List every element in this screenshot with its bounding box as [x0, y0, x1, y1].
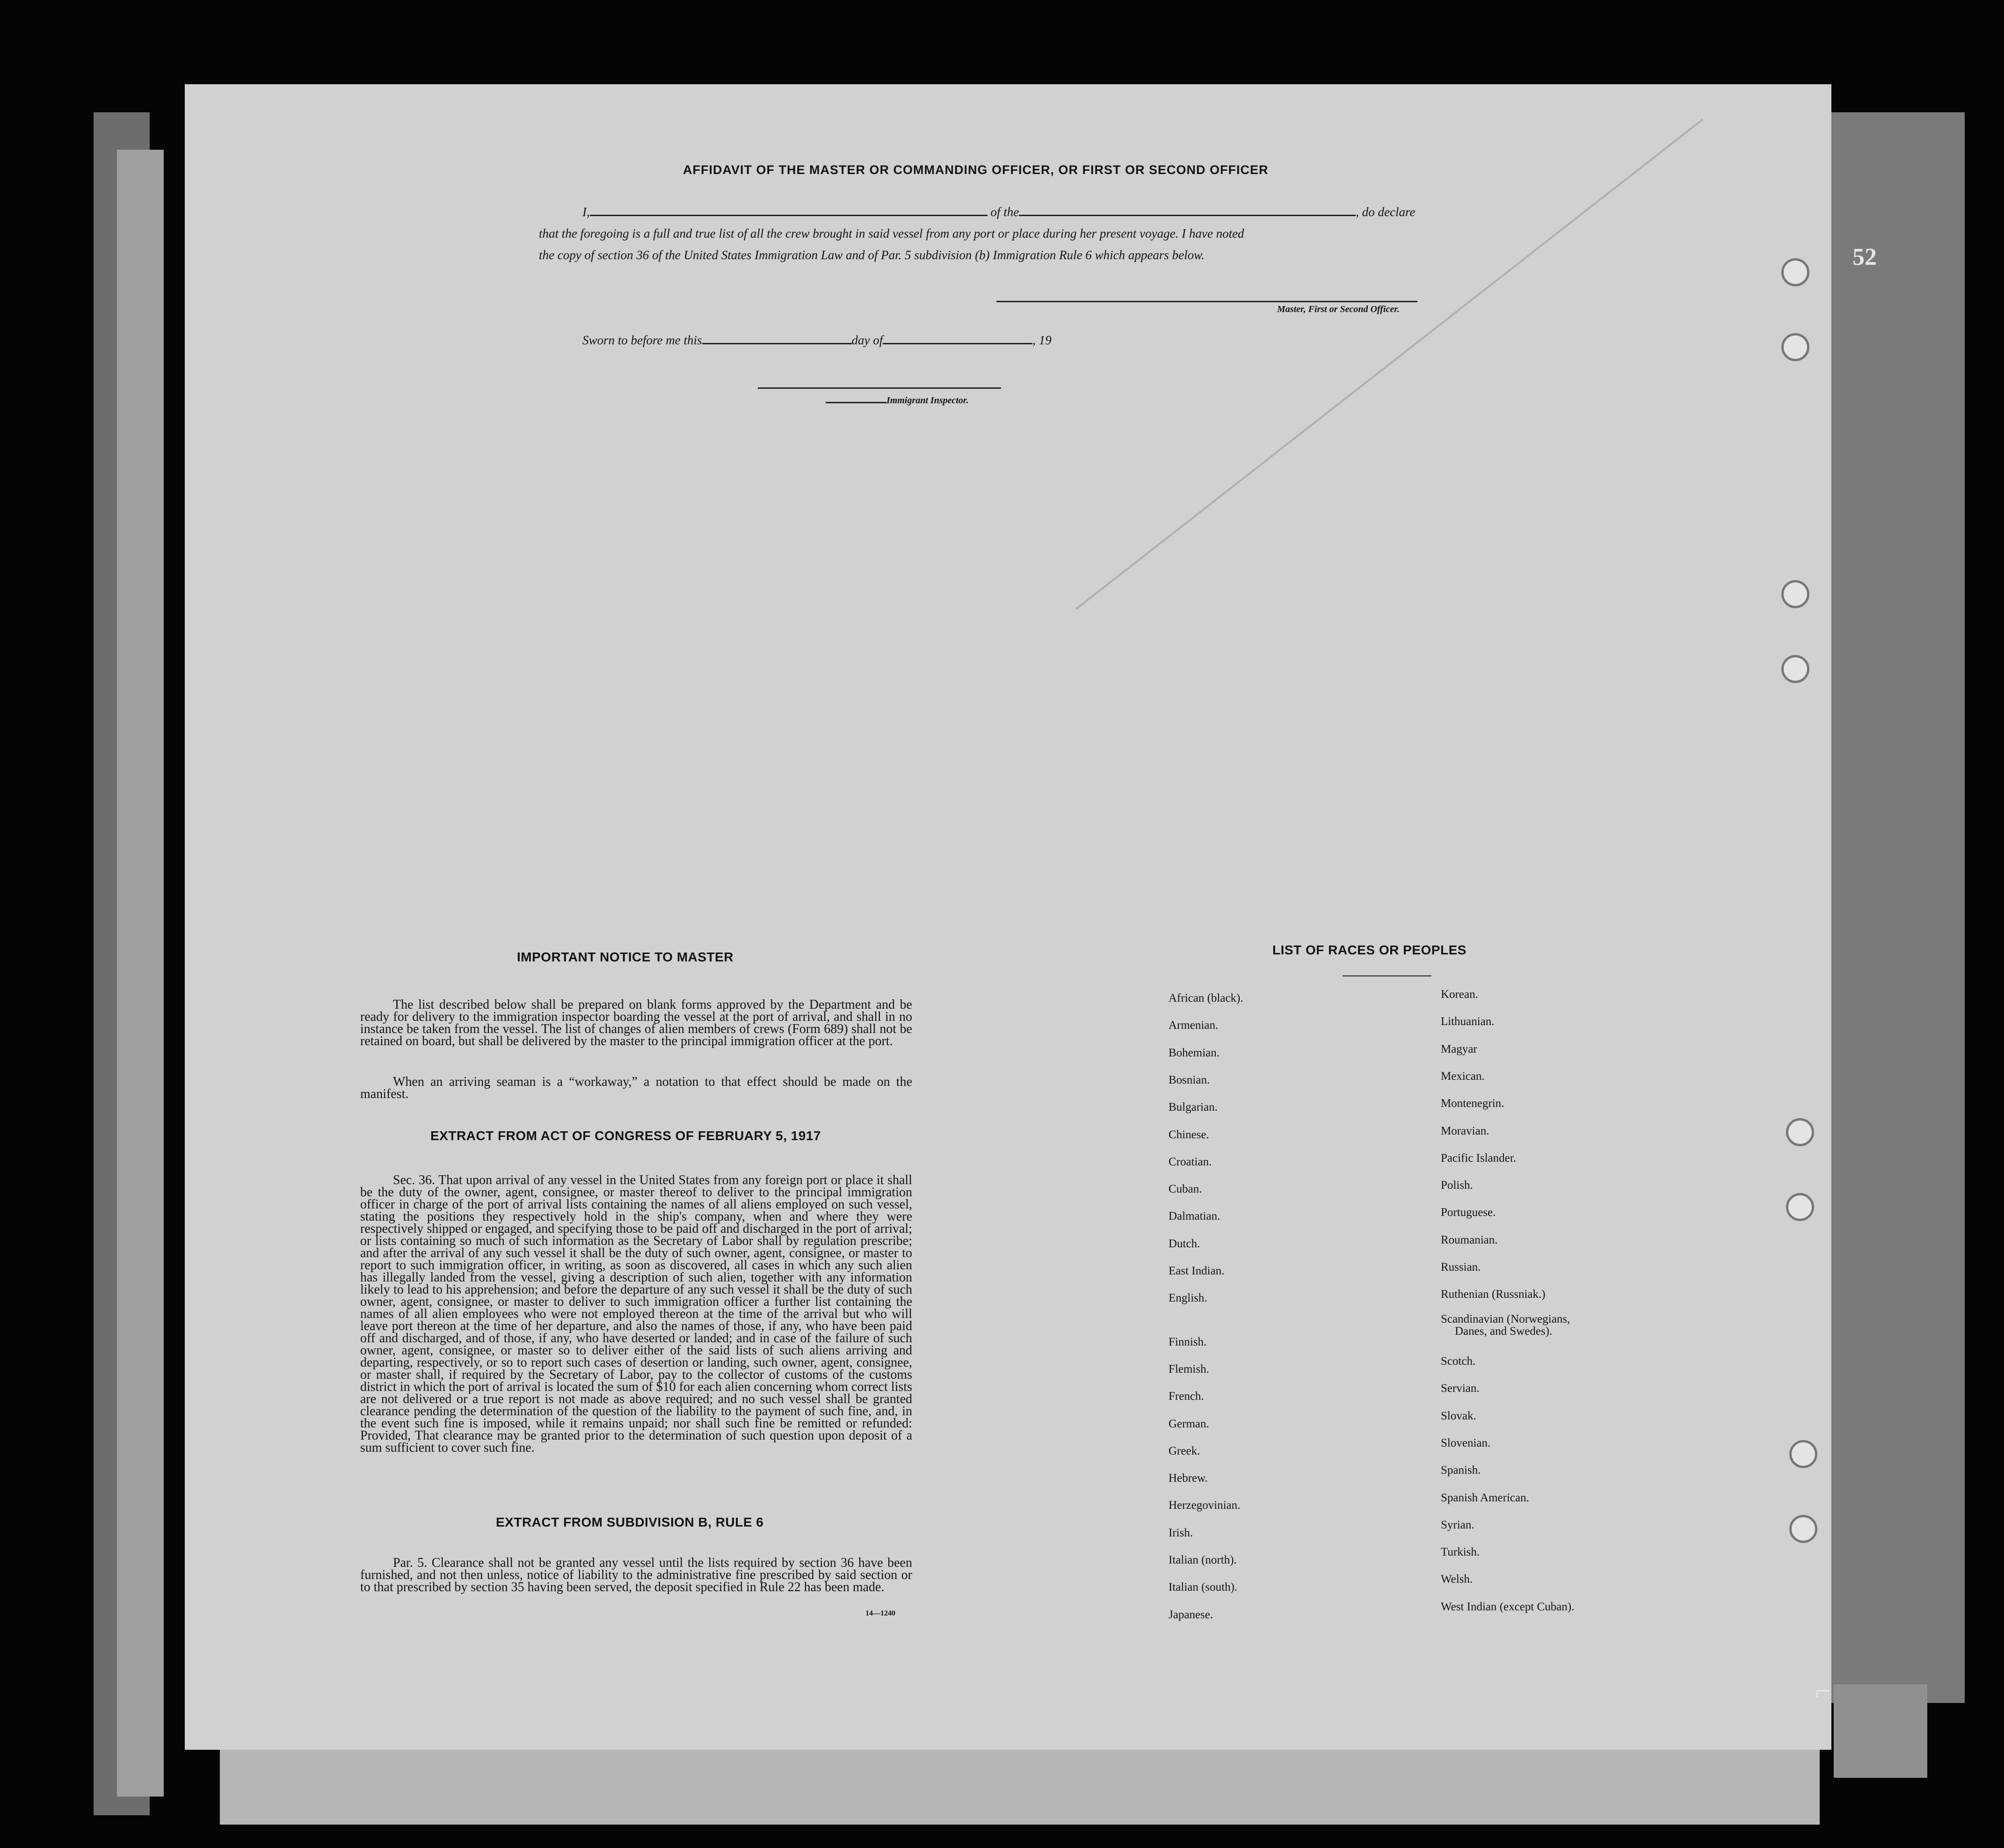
inspector-signature-line	[758, 387, 1001, 389]
race-entry: Pacific Islander.	[1441, 1152, 1517, 1164]
race-entry: Japanese.	[1169, 1608, 1213, 1621]
race-entry: English.	[1169, 1292, 1207, 1304]
race-entry: East Indian.	[1169, 1265, 1225, 1277]
race-entry: Moravian.	[1441, 1125, 1489, 1137]
rule-text: Par. 5. Clearance shall not be granted any vessel until the lists required by section 36 have been furnished, and not then unless, notice of liability to the administrative fine prescribed by said section or to that prescribed by section 35 having been served, the deposit specified in Rule 22 has been made.	[360, 1556, 912, 1594]
race-entry: Bosnian.	[1169, 1074, 1210, 1086]
form-number: 14—1240	[865, 1609, 895, 1617]
page-number: 52	[1852, 244, 1877, 270]
race-entry: African (black).	[1169, 992, 1243, 1004]
race-entry: Turkish.	[1441, 1546, 1480, 1558]
punch-hole	[1781, 258, 1809, 286]
race-entry: Magyar	[1441, 1043, 1477, 1055]
race-entry: Spanish.	[1441, 1464, 1481, 1477]
race-entry: Russian.	[1441, 1261, 1481, 1273]
punch-hole	[1789, 1440, 1817, 1468]
affidavit-line-3: the copy of section 36 of the United States Immigration Law and of Par. 5 subdivision (b) Immigration Rule 6 which appears below.	[539, 248, 1205, 262]
race-entry: Dalmatian.	[1169, 1210, 1220, 1222]
race-entry: Flemish.	[1169, 1363, 1209, 1375]
race-entry: Ruthenian (Russniak.)	[1441, 1288, 1546, 1301]
race-entry: Italian (north).	[1169, 1554, 1237, 1566]
notice-paragraph-2: When an arriving seaman is a “workaway,” a notation to that effect should be made on the manifest.	[360, 1075, 912, 1101]
race-entry: Slovenian.	[1441, 1437, 1491, 1449]
inspector-label: Immigrant Inspector.	[826, 395, 969, 406]
master-signature-line	[996, 301, 1417, 302]
race-entry: Bulgarian.	[1169, 1101, 1218, 1113]
affidavit-title: AFFIDAVIT OF THE MASTER OR COMMANDING OFFICER, OR FIRST OR SECOND OFFICER	[683, 163, 1269, 177]
race-entry: Chinese.	[1169, 1128, 1209, 1141]
underlying-sheet-left-2	[117, 150, 164, 1797]
underlying-sheet-corner	[1834, 1684, 1927, 1778]
act-text: Sec. 36. That upon arrival of any vessel in the United States from any foreign port or place it shall be the duty of the owner, agent, consignee, or master thereof to deliver to the principal immigration officer in charge of the port of arrival lists containing the names of all aliens employed on such vessel, stating the positions they respectively hold in the ship's company, when and where they were respectively shipped or engaged, and specifying those to be paid off and discharged in the port of arrival; or lists containing so much of such information as the Secretary of Labor shall by regulation prescribe; and after the arrival of any such vessel it shall be the duty of such owner, agent, consignee, or master to report to such immigration officer, in writing, as soon as discovered, all cases in which any such alien has illegally landed from the vessel, giving a description of such alien, together with any information likely to lead to his apprehension; and before the departure of any such vessel it shall be the duty of such owner, agent, consignee, or master to deliver to such immigration officer a further list containing the names of all alien employees who were not employed thereon at the time of the arrival but who will leave port thereon at the time of her departure, and also the names of those, if any, who have been paid off and discharged, and of those, if any, who have deserted or landed; and in case of the failure of such owner, agent, consignee, or master so to deliver either of the said lists of such aliens arriving and departing, respectively, or so to report such cases of desertion or landing, such owner, agent, consignee, or master shall, if required by the Secretary of Labor, pay to the collector of customs of the customs district in which the port of arrival is located the sum of $10 for each alien concerning whom correct lists are not delivered or a true report is not made as above required; and no such vessel shall be granted clearance pending the determination of the question of the liability to the payment of such fine, and, in the event such fine is imposed, while it remains unpaid; nor shall such fine be remitted or refunded: Provided, That clearance may be granted prior to the determination of such question upon deposit of a sum sufficient to cover such fine.	[360, 1173, 912, 1455]
punch-hole	[1781, 580, 1809, 608]
race-entry: Lithuanian.	[1441, 1015, 1495, 1028]
rule-title: EXTRACT FROM SUBDIVISION B, RULE 6	[496, 1515, 764, 1529]
race-entry: Herzegovinian.	[1169, 1499, 1241, 1512]
race-entry: Spanish American.	[1441, 1491, 1529, 1504]
race-entry: Italian (south).	[1169, 1581, 1238, 1593]
punch-hole	[1786, 1118, 1814, 1146]
race-entry: Roumanian.	[1441, 1234, 1498, 1246]
race-entry: Bohemian.	[1169, 1047, 1220, 1059]
race-entry: Greek.	[1169, 1445, 1200, 1457]
punch-hole	[1781, 655, 1809, 683]
race-entry: Portuguese.	[1441, 1206, 1496, 1219]
race-entry: Slovak.	[1441, 1410, 1476, 1422]
underlying-sheet-right	[1824, 112, 1965, 1703]
race-entry: Danes, and Swedes).	[1455, 1325, 1553, 1338]
notice-paragraph-1: The list described below shall be prepared on blank forms approved by the Department and be ready for delivery to the immigration inspector boarding the vessel at the port of arrival, and shall in no instance be taken from the vessel. The list of changes of alien members of crews (Form 689) shall not be retained on board, but shall be delivered by the master to the principal immigration officer at the port.	[360, 997, 912, 1048]
races-title: LIST OF RACES OR PEOPLES	[1272, 943, 1467, 957]
race-entry: Korean.	[1441, 988, 1478, 1001]
punch-hole	[1781, 333, 1809, 361]
binder-hole	[49, 1441, 75, 1467]
race-entry: Mexican.	[1441, 1070, 1485, 1083]
race-entry: Cuban.	[1169, 1183, 1202, 1195]
race-entry: Dutch.	[1169, 1237, 1200, 1250]
affidavit-line-2: that the foregoing is a full and true list of all the crew brought in said vessel from any port or place during her present voyage. I have noted	[539, 226, 1244, 240]
race-entry: Scotch.	[1441, 1355, 1476, 1368]
binder-hole	[49, 1553, 75, 1579]
punch-hole	[1786, 1193, 1814, 1221]
races-title-rule	[1343, 975, 1431, 976]
notice-title: IMPORTANT NOTICE TO MASTER	[517, 950, 734, 964]
race-entry: German.	[1169, 1418, 1209, 1430]
master-signature-label: Master, First or Second Officer.	[1277, 304, 1400, 314]
sworn-line: Sworn to before me this day of , 19	[582, 333, 1052, 347]
binder-hole	[49, 1235, 75, 1261]
act-title: EXTRACT FROM ACT OF CONGRESS OF FEBRUARY 5, 1917	[430, 1128, 821, 1143]
race-entry: French.	[1169, 1390, 1204, 1403]
race-entry: Scandinavian (Norwegians,	[1441, 1313, 1570, 1325]
race-entry: Irish.	[1169, 1527, 1193, 1539]
race-entry: Montenegrin.	[1441, 1097, 1504, 1110]
affidavit-line-1: I, of the , do declare	[582, 205, 1416, 219]
race-entry: Finnish.	[1169, 1336, 1207, 1348]
race-entry: Croatian.	[1169, 1156, 1212, 1168]
race-entry: Syrian.	[1441, 1519, 1474, 1531]
race-entry: Armenian.	[1169, 1019, 1219, 1032]
binder-hole	[49, 1160, 75, 1186]
race-entry: Welsh.	[1441, 1573, 1473, 1586]
race-entry: West Indian (except Cuban).	[1441, 1601, 1575, 1613]
race-entry: Servian.	[1441, 1382, 1480, 1395]
race-entry: Hebrew.	[1169, 1472, 1208, 1484]
handwritten-mark: ⌐	[1815, 1675, 1831, 1706]
race-entry: Polish.	[1441, 1179, 1473, 1192]
punch-hole	[1789, 1515, 1817, 1543]
